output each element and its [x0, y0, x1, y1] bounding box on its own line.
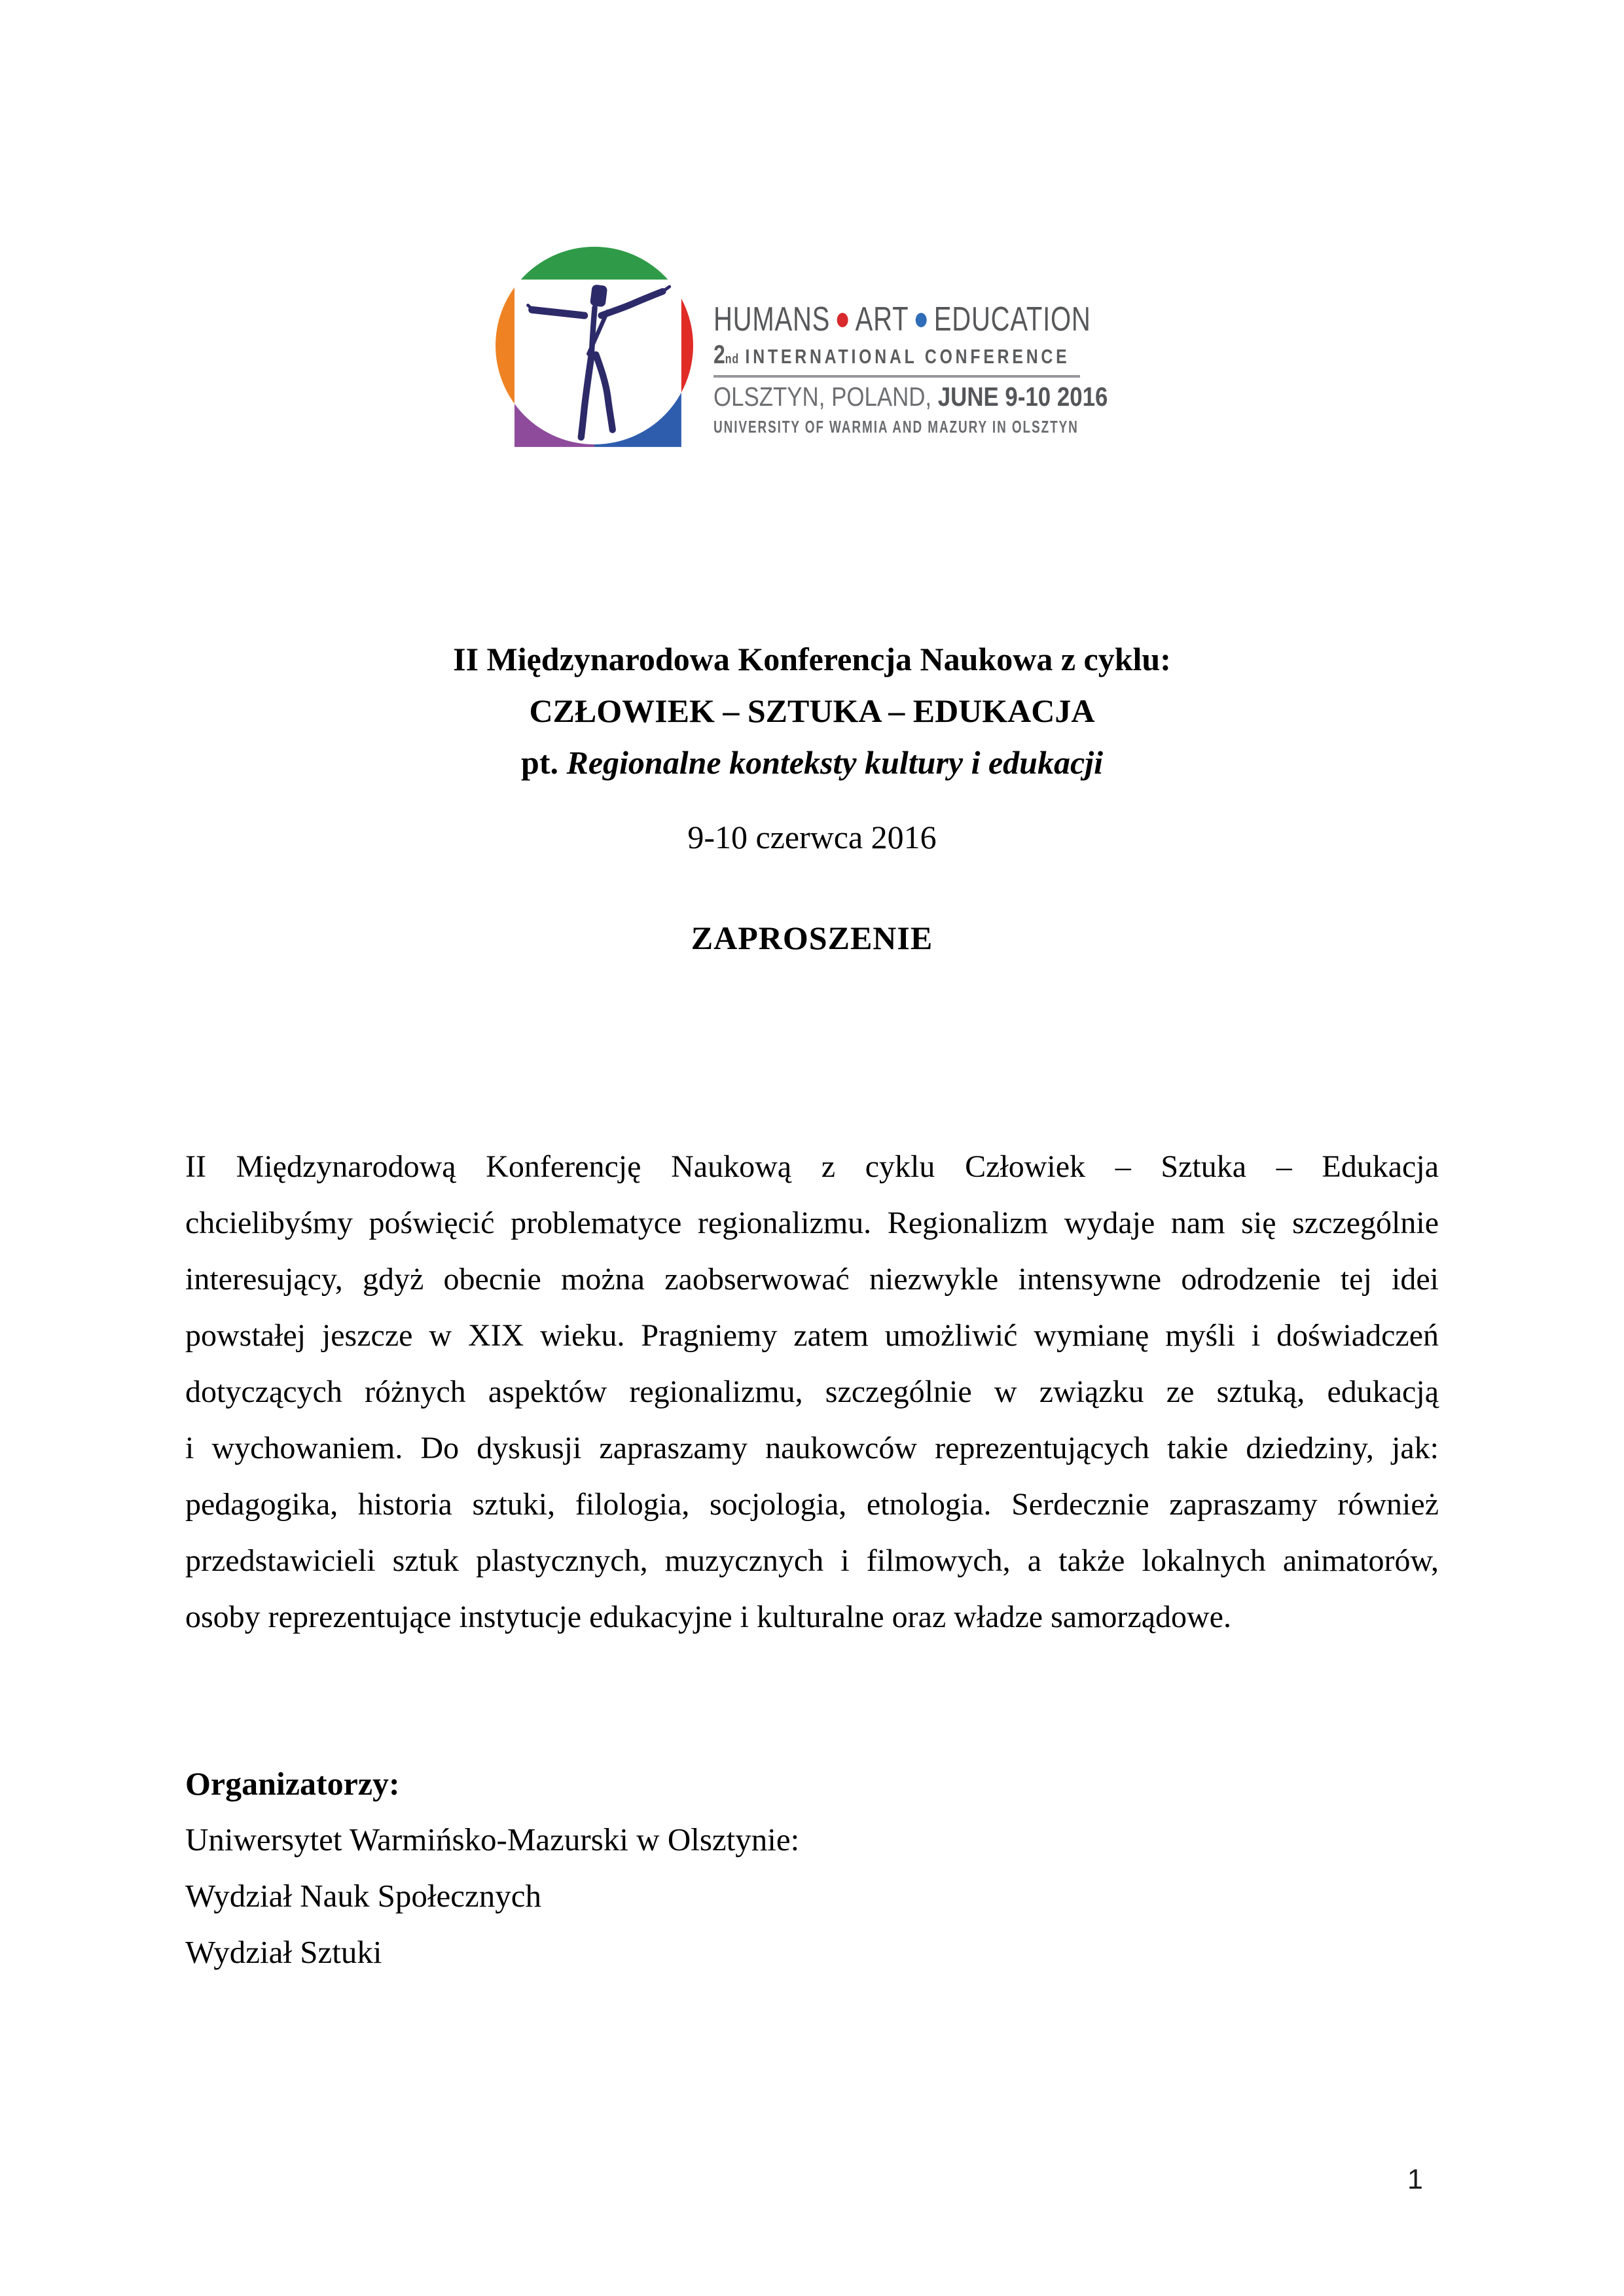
- body-line: pedagogika, historia sztuki, filologia, socjologia, etnologia. Serdecznie zapraszamy również: [185, 1487, 1439, 1522]
- body-line: II Międzynarodową Konferencję Naukową z cyklu Człowiek – Sztuka – Edukacja: [185, 1149, 1439, 1184]
- logo-subtitle: INTERNATIONAL CONFERENCE: [745, 345, 1070, 368]
- body-line: i wychowaniem. Do dyskusji zapraszamy naukowców reprezentujących takie dziedziny, jak:: [185, 1431, 1439, 1465]
- logo-divider-line: [713, 375, 1080, 378]
- logo-word-art: ART: [855, 300, 909, 338]
- blue-dot-icon: [916, 313, 927, 327]
- invitation-heading: ZAPROSZENIE: [691, 920, 933, 956]
- organizers-section: [185, 1755, 1439, 1981]
- body-line: dotyczących różnych aspektów regionalizmu, szczególnie w związku ze sztuką, edukacją: [185, 1374, 1439, 1409]
- organizer-item: Uniwersytet Warmińsko-Mazurski w Olsztynie:: [185, 1821, 800, 1857]
- body-line: powstałej jeszcze w XIX wieku. Pragniemy zatem umożliwić wymianę myśli i doświadczeń: [185, 1318, 1439, 1353]
- logo-location-line: [713, 382, 1108, 412]
- conference-logo-icon: [496, 247, 693, 448]
- edition-number: 2: [713, 340, 725, 369]
- logo-title-line: [713, 300, 1091, 338]
- logo-subtitle-line: [713, 340, 1070, 370]
- body-line: chcielibyśmy poświęcić problematyce regionalizmu. Regionalizm wydaje nam się szczególnie: [185, 1206, 1439, 1240]
- logo-location: OLSZTYN, POLAND,: [713, 382, 932, 412]
- organizer-item: Wydział Nauk Społecznych: [185, 1878, 542, 1914]
- organizers-heading: Organizatorzy:: [185, 1765, 400, 1802]
- title-subject-prefix: pt.: [521, 744, 567, 781]
- title-line-series: II Międzynarodowa Konferencja Naukowa z cyklu:: [453, 641, 1171, 677]
- conference-date: 9-10 czerwca 2016: [687, 819, 937, 855]
- title-line-name: CZŁOWIEK – SZTUKA – EDUKACJA: [529, 692, 1095, 729]
- organizer-item: Wydział Sztuki: [185, 1934, 382, 1970]
- logo-university-line: UNIVERSITY OF WARMIA AND MAZURY IN OLSZTYN: [713, 417, 1079, 437]
- logo-word-education: EDUCATION: [933, 300, 1091, 338]
- logo-event-date: JUNE 9-10 2016: [937, 382, 1108, 412]
- conference-logo-text: [713, 300, 1108, 437]
- body-line: interesujący, gdyż obecnie można zaobserwować niezwykle intensywne odrodzenie tej idei: [185, 1262, 1439, 1297]
- title-subject-italic: Regionalne konteksty kultury i edukacji: [566, 744, 1103, 781]
- red-dot-icon: [837, 313, 848, 327]
- body-line: przedstawicieli sztuk plastycznych, muzycznych i filmowych, a także lokalnych animatorów,: [185, 1543, 1439, 1578]
- page-number: 1: [1407, 2164, 1423, 2195]
- edition-suffix: nd: [725, 352, 739, 367]
- logo-word-humans: HUMANS: [713, 300, 831, 338]
- title-block: [185, 634, 1439, 789]
- title-line-subject: [185, 737, 1439, 789]
- body-paragraph: [185, 1139, 1439, 1645]
- body-line: osoby reprezentujące instytucje edukacyjne i kulturalne oraz władze samorządowe.: [185, 1600, 1231, 1634]
